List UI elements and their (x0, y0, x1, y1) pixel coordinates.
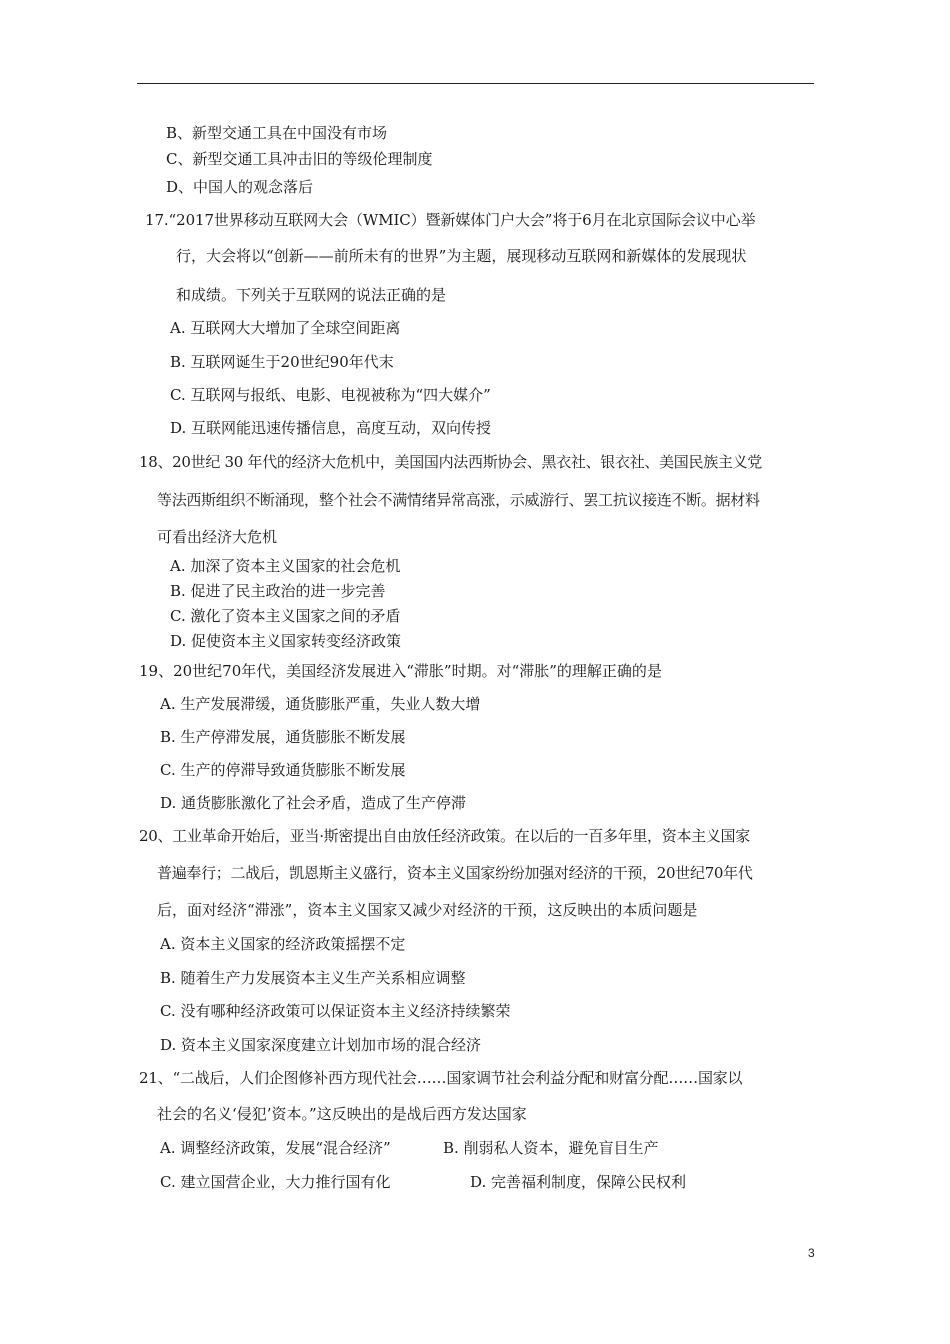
q21-option-b: B. 削弱私人资本，避免盲目生产 (443, 1139, 659, 1157)
q19-option-b: B. 生产停滞发展，通货膨胀不断发展 (160, 728, 406, 746)
q16-option-d: D、中国人的观念落后 (166, 178, 314, 196)
q17-option-a: A. 互联网大大增加了全球空间距离 (170, 319, 401, 337)
q19-option-d: D. 通货膨胀激化了社会矛盾，造成了生产停滞 (160, 794, 467, 812)
q18-stem-line-3: 可看出经济大危机 (157, 528, 278, 546)
q18-option-c: C. 激化了资本主义国家之间的矛盾 (170, 607, 401, 625)
q19-stem-line-1: 19、20世纪70年代，美国经济发展进入“滞胀”时期。对“滞胀”的理解正确的是 (139, 662, 662, 680)
q20-option-b: B. 随着生产力发展资本主义生产关系相应调整 (160, 969, 466, 987)
q18-stem-line-1: 18、20世纪 30 年代的经济大危机中，美国国内法西斯协会、黑衣社、银衣社、美国民族主义党 (139, 453, 763, 471)
q18-option-d: D. 促使资本主义国家转变经济政策 (170, 632, 402, 650)
q20-option-d: D. 资本主义国家深度建立计划加市场的混合经济 (160, 1036, 482, 1054)
q21-option-d: D. 完善福利制度，保障公民权利 (470, 1173, 687, 1191)
q20-option-c: C. 没有哪种经济政策可以保证资本主义经济持续繁荣 (160, 1002, 511, 1020)
q19-option-a: A. 生产发展滞缓，通货膨胀严重，失业人数大增 (160, 695, 481, 713)
q17-option-d: D. 互联网能迅速传播信息，高度互动，双向传授 (170, 419, 492, 437)
q17-option-c: C. 互联网与报纸、电影、电视被称为“四大媒介” (170, 386, 491, 404)
q20-option-a: A. 资本主义国家的经济政策摇摆不定 (160, 935, 406, 953)
q20-stem-line-2: 普遍奉行；二战后，凯恩斯主义盛行，资本主义国家纷纷加强对经济的干预，20世纪70年代 (157, 864, 753, 882)
q21-option-a: A. 调整经济政策，发展“混合经济” (160, 1139, 391, 1157)
page-number: 3 (808, 1246, 815, 1260)
q20-stem-line-1: 20、工业革命开始后，亚当·斯密提出自由放任经济政策。在以后的一百多年里，资本主义国家 (139, 827, 750, 845)
q18-option-a: A. 加深了资本主义国家的社会危机 (170, 557, 401, 575)
q17-stem-line-1: 17.“2017世界移动互联网大会（WMIC）暨新媒体门户大会”将于6月在北京国际会议中心举 (145, 211, 756, 229)
q19-option-c: C. 生产的停滞导致通货膨胀不断发展 (160, 761, 406, 779)
q20-stem-line-3: 后，面对经济“滞涨”，资本主义国家又减少对经济的干预，这反映出的本质问题是 (157, 901, 698, 919)
q21-option-c: C. 建立国营企业，大力推行国有化 (160, 1173, 391, 1191)
q17-stem-line-2: 行，大会将以“创新——前所未有的世界”为主题，展现移动互联网和新媒体的发展现状 (176, 247, 747, 265)
q18-stem-line-2: 等法西斯组织不断涌现，整个社会不满情绪异常高涨，示威游行、罢工抗议接连不断。据材料 (157, 491, 760, 509)
header-rule (137, 83, 814, 84)
q21-stem-line-1: 21、“二战后，人们企图修补西方现代社会……国家调节社会利益分配和财富分配……国家以 (139, 1069, 743, 1087)
q17-stem-line-3: 和成绩。下列关于互联网的说法正确的是 (176, 286, 447, 304)
q21-stem-line-2: 社会的名义‘侵犯’资本。”这反映出的是战后西方发达国家 (157, 1105, 527, 1123)
q18-option-b: B. 促进了民主政治的进一步完善 (170, 582, 386, 600)
q16-option-b: B、新型交通工具在中国没有市场 (166, 124, 388, 142)
q17-option-b: B. 互联网诞生于20世纪90年代末 (170, 353, 394, 371)
q16-option-c: C、新型交通工具冲击旧的等级伦理制度 (166, 150, 433, 168)
